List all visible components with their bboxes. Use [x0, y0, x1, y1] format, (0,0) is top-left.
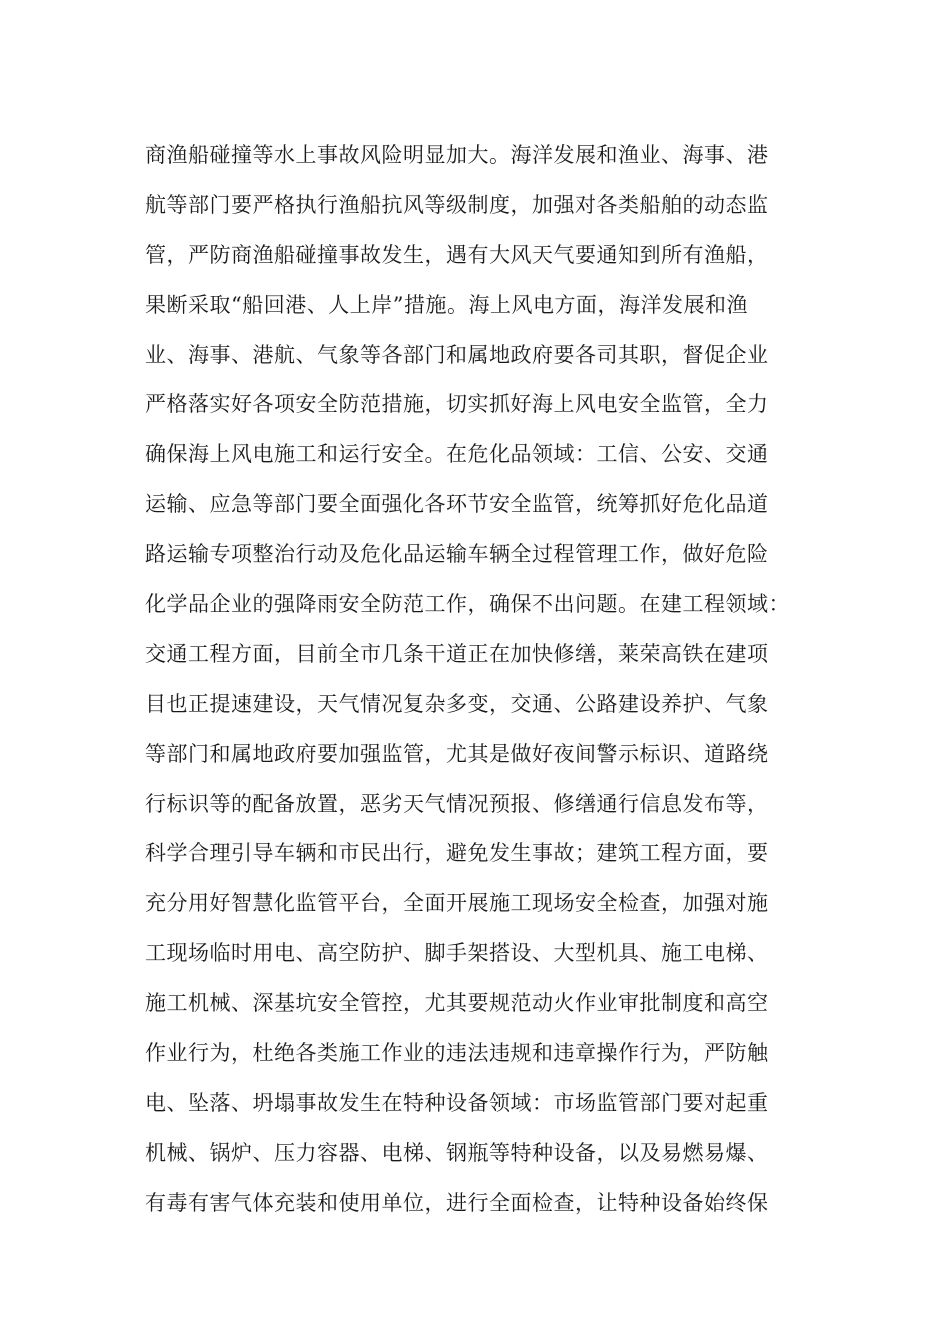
text-line: 行标识等的配备放置，恶劣天气情况预报、修缮通行信息发布等， [145, 791, 769, 816]
text-line: 严格落实好各项安全防范措施，切实抓好海上风电安全监管，全力 [145, 392, 769, 417]
text-line: 工现场临时用电、高空防护、脚手架搭设、大型机具、施工电梯、 [145, 941, 769, 966]
text-line: 科学合理引导车辆和市民出行，避免发生事故；建筑工程方面，要 [145, 841, 769, 866]
text-line: 果断采取“船回港、人上岸”措施。海上风电方面，海洋发展和渔 [145, 292, 748, 317]
text-line: 施工机械、深基坑安全管控，尤其要规范动火作业审批制度和高空 [145, 991, 769, 1016]
text-line: 目也正提速建设，天气情况复杂多变，交通、公路建设养护、气象 [145, 691, 769, 716]
text-line: 交通工程方面，目前全市几条干道正在加快修缮，莱荣高铁在建项 [145, 641, 769, 666]
text-line: 作业行为，杜绝各类施工作业的违法违规和违章操作行为，严防触 [145, 1041, 769, 1066]
text-line: 充分用好智慧化监管平台，全面开展施工现场安全检查，加强对施 [145, 891, 769, 916]
body-paragraph [145, 131, 805, 1229]
text-line: 商渔船碰撞等水上事故风险明显加大。海洋发展和渔业、海事、港 [145, 143, 769, 167]
text-line: 等部门和属地政府要加强监管，尤其是做好夜间警示标识、道路绕 [145, 741, 769, 766]
text-line: 机械、锅炉、压力容器、电梯、钢瓶等特种设备，以及易燃易爆、 [145, 1140, 769, 1165]
text-line: 航等部门要严格执行渔船抗风等级制度，加强对各类船舶的动态监 [145, 192, 769, 217]
text-line: 确保海上风电施工和运行安全。在危化品领域：工信、公安、交通 [145, 442, 769, 467]
text-line: 化学品企业的强降雨安全防范工作，确保不出问题。在建工程领域： [145, 592, 790, 617]
text-line: 电、坠落、坍塌事故发生在特种设备领域：市场监管部门要对起重 [145, 1090, 769, 1115]
text-line: 运输、应急等部门要全面强化各环节安全监管，统筹抓好危化品道 [145, 492, 769, 517]
text-line: 路运输专项整治行动及危化品运输车辆全过程管理工作，做好危险 [145, 542, 769, 567]
text-line: 管，严防商渔船碰撞事故发生，遇有大风天气要通知到所有渔船， [145, 242, 769, 267]
text-line: 业、海事、港航、气象等各部门和属地政府要各司其职，督促企业 [145, 342, 769, 367]
text-line: 有毒有害气体充装和使用单位，进行全面检查，让特种设备始终保 [145, 1190, 769, 1215]
